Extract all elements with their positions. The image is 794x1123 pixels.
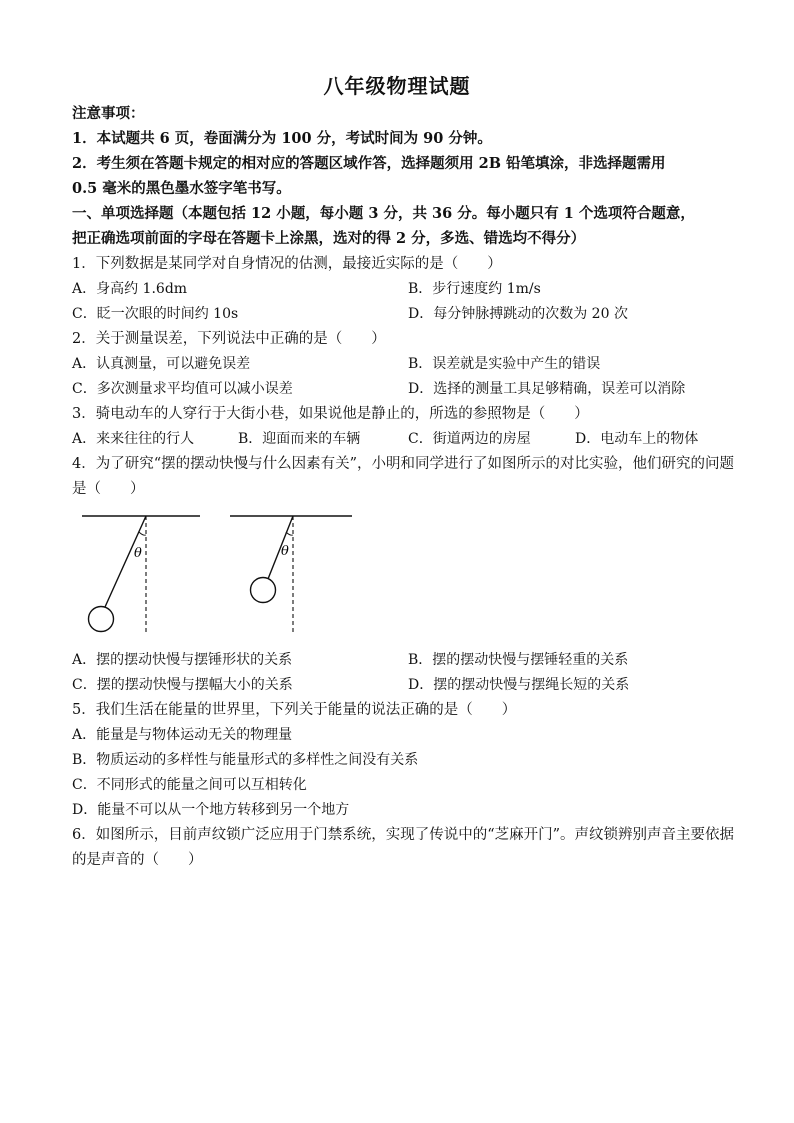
q3-option-b: B．迎面而来的车辆 — [238, 431, 361, 447]
q4-stem-cont: 是（ ） — [72, 481, 145, 497]
angle-label: θ — [134, 546, 142, 561]
q3-option-d: D．电动车上的物体 — [575, 431, 699, 447]
q2-option-c: C．多次测量求平均值可以减小误差 — [72, 381, 293, 397]
notice-item-1: 1．本试题共 6 页，卷面满分为 100 分，考试时间为 90 分钟。 — [72, 130, 492, 147]
q4-option-b: B．摆的摆动快慢与摆锤轻重的关系 — [408, 652, 629, 668]
q1-stem: 1．下列数据是某同学对自身情况的估测，最接近实际的是（ ） — [72, 256, 502, 272]
q3-option-c: C．街道两边的房屋 — [408, 431, 531, 447]
pendulum-short — [230, 516, 352, 634]
q3-option-a: A．来来往往的行人 — [72, 431, 195, 447]
q6-stem: 6．如图所示，目前声纹锁广泛应用于门禁系统，实现了传说中的“芝麻开门”。声纹锁辨别声音主要依据 — [72, 827, 735, 843]
q5-option-a: A．能量是与物体运动无关的物理量 — [72, 727, 293, 743]
q4-option-c: C．摆的摆动快慢与摆幅大小的关系 — [72, 677, 293, 693]
q5-option-b: B．物质运动的多样性与能量形式的多样性之间没有关系 — [72, 752, 419, 768]
q2-option-b: B．误差就是实验中产生的错误 — [408, 356, 601, 372]
section-1-header: 一、单项选择题（本题包括 12 小题，每小题 3 分，共 36 分。每小题只有 1 个选项符合题意， — [72, 205, 695, 222]
angle-label: θ — [281, 544, 289, 559]
pendulum-long — [82, 516, 200, 634]
q4-option-a: A．摆的摆动快慢与摆锤形状的关系 — [72, 652, 293, 668]
q1-option-d: D．每分钟脉搏跳动的次数为 20 次 — [408, 306, 628, 322]
notice-heading: 注意事项： — [72, 105, 145, 122]
q2-stem: 2．关于测量误差，下列说法中正确的是（ ） — [72, 331, 386, 347]
q4-option-d: D．摆的摆动快慢与摆绳长短的关系 — [408, 677, 630, 693]
notice-item-2-cont: 0.5 毫米的黑色墨水签字笔书写。 — [72, 180, 291, 197]
q5-option-d: D．能量不可以从一个地方转移到另一个地方 — [72, 802, 350, 818]
q1-option-c: C．眨一次眼的时间约 10s — [72, 306, 239, 322]
page-title: 八年级物理试题 — [323, 74, 471, 98]
notice-item-2: 2．考生须在答题卡规定的相对应的答题区域作答，选择题须用 2B 铅笔填涂，非选择题需用 — [72, 155, 666, 172]
q4-stem: 4．为了研究“摆的摆动快慢与什么因素有关”，小明和同学进行了如图所示的对比实验，他们研究的问题 — [72, 456, 735, 472]
pendulum-figure — [72, 508, 362, 644]
q2-option-d: D．选择的测量工具足够精确，误差可以消除 — [408, 381, 686, 397]
q5-stem: 5．我们生活在能量的世界里，下列关于能量的说法正确的是（ ） — [72, 702, 517, 718]
q2-option-a: A．认真测量，可以避免误差 — [72, 356, 251, 372]
q1-option-b: B．步行速度约 1m/s — [408, 281, 541, 297]
q1-option-a: A．身高约 1.6dm — [72, 281, 188, 297]
q3-stem: 3．骑电动车的人穿行于大街小巷，如果说他是静止的，所选的参照物是（ ） — [72, 406, 589, 422]
section-1-header-cont: 把正确选项前面的字母在答题卡上涂黑，选对的得 2 分，多选、错选均不得分） — [72, 230, 586, 247]
q6-stem-cont: 的是声音的（ ） — [72, 852, 203, 868]
q5-option-c: C．不同形式的能量之间可以互相转化 — [72, 777, 307, 793]
